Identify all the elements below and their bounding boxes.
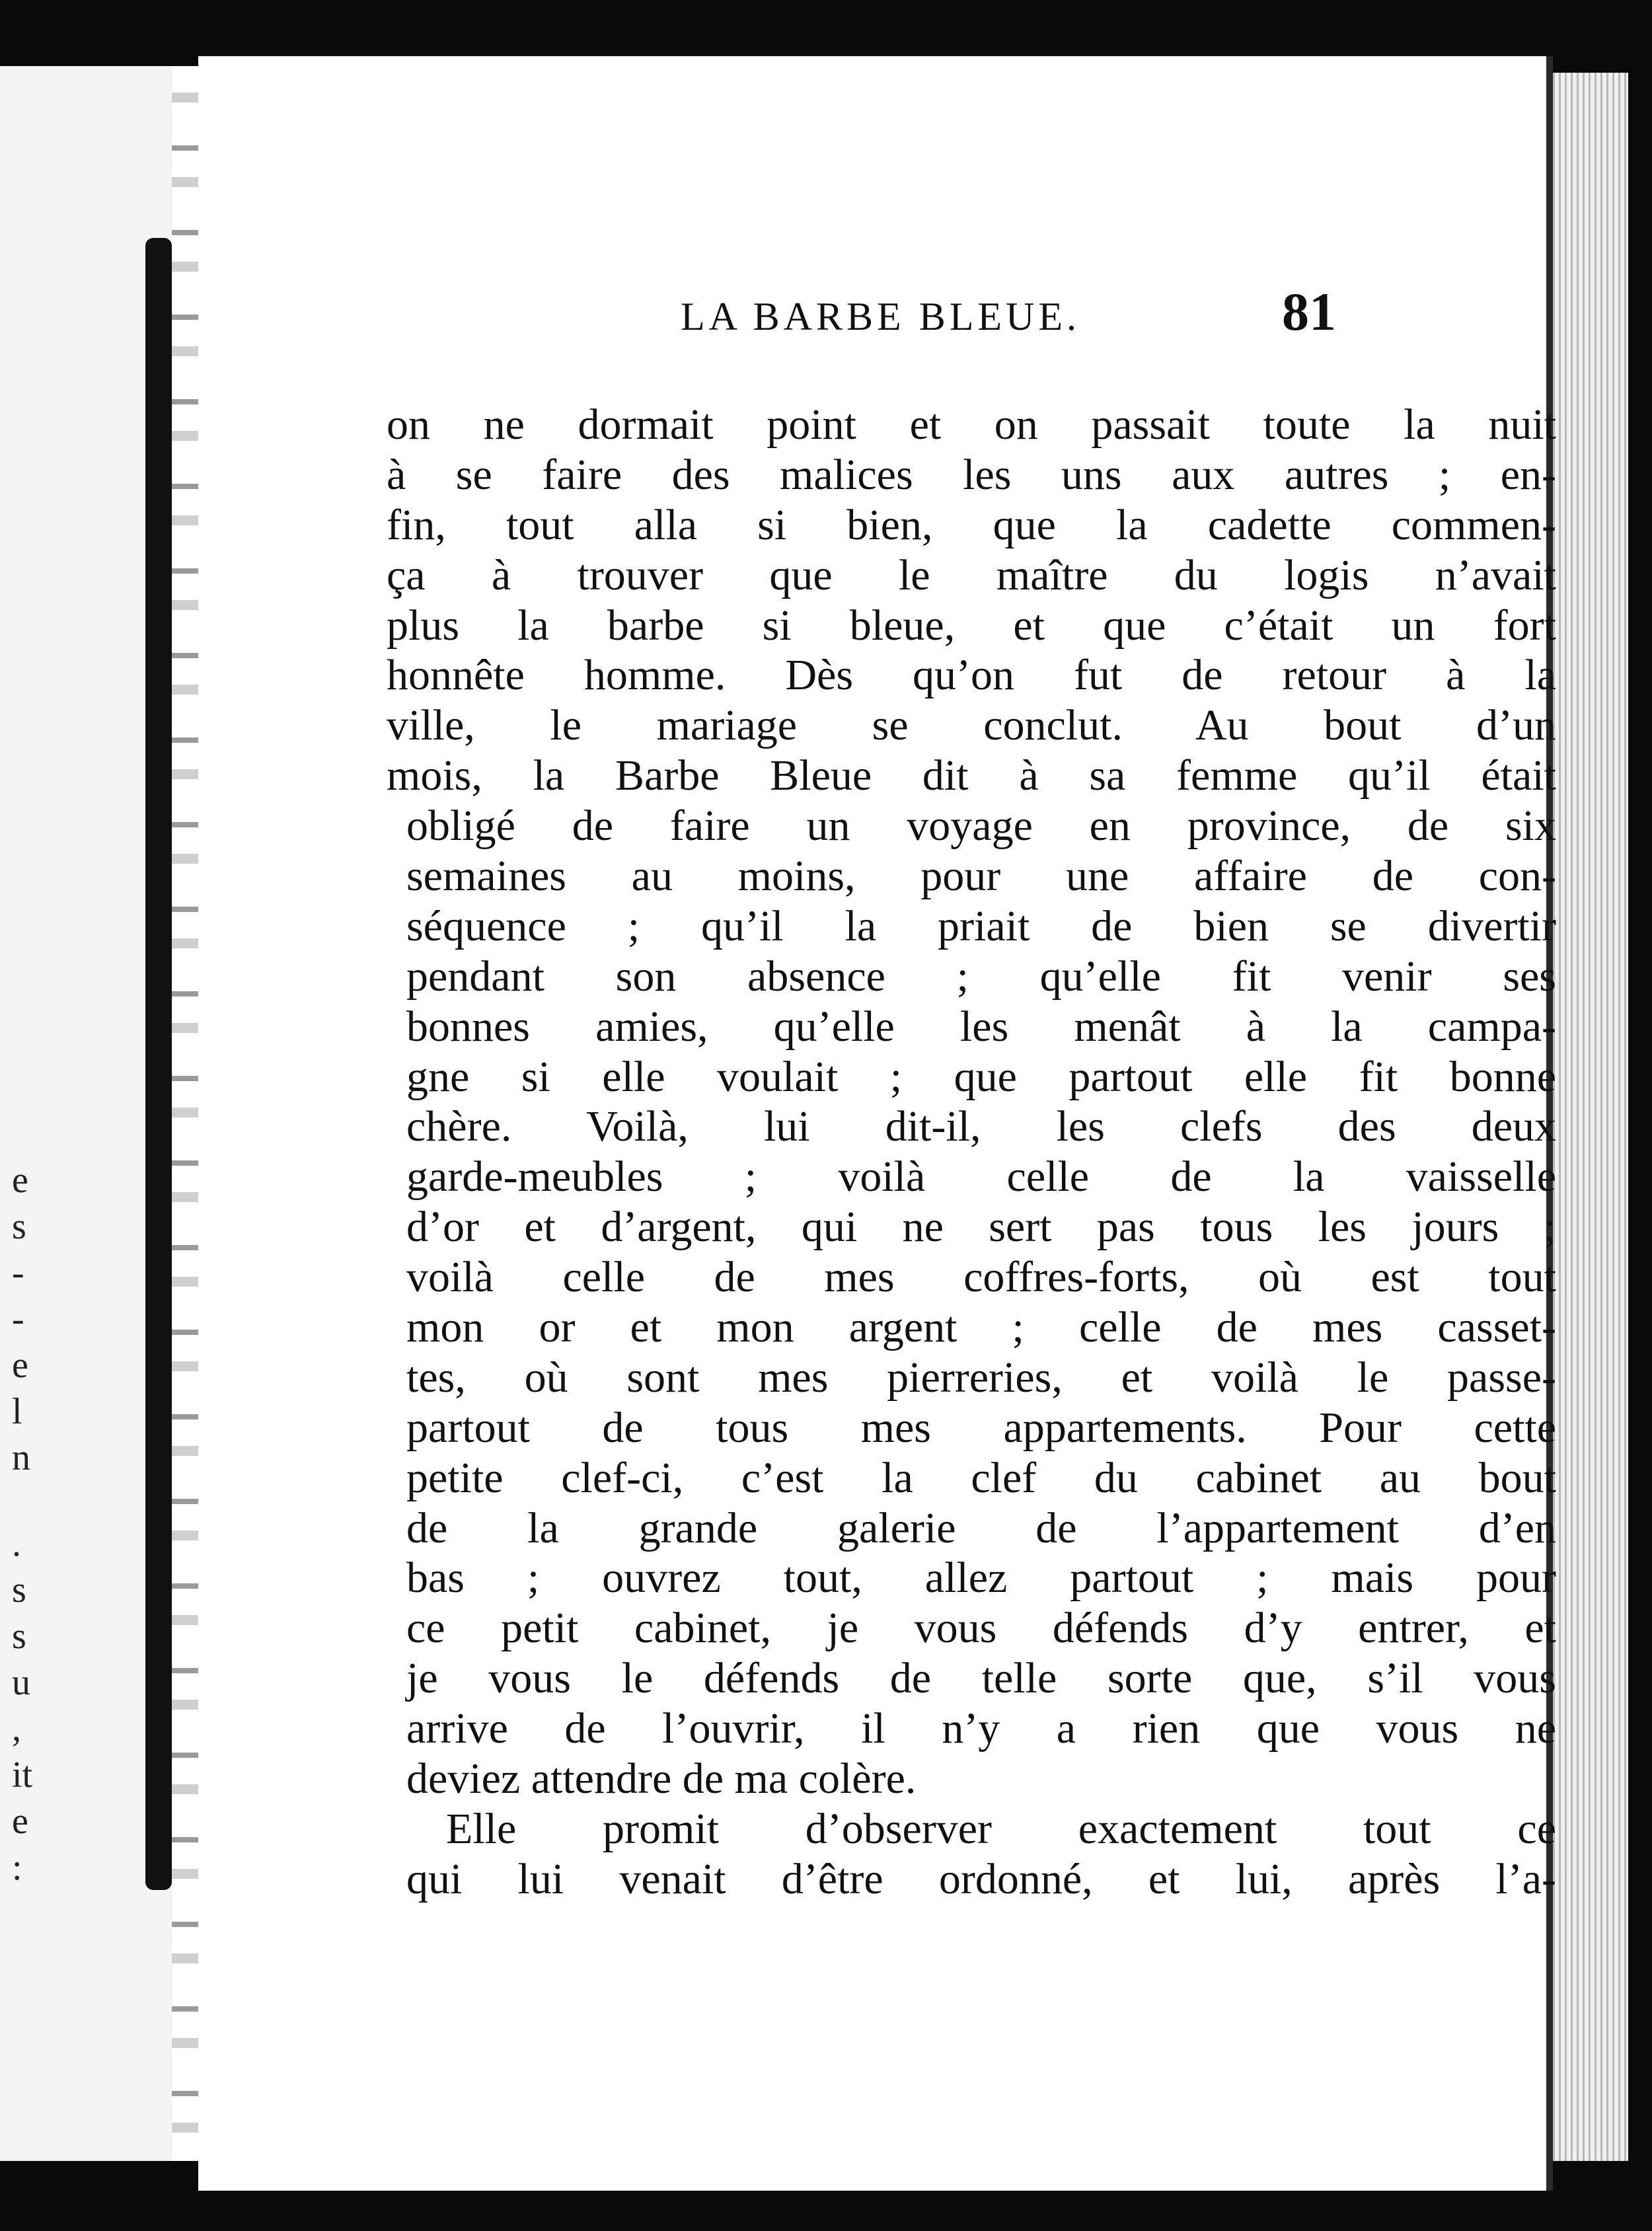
text-line: arrive de l’ouvrir, il n’y a rien que vous ne bbox=[406, 1704, 1556, 1753]
body-text bbox=[387, 400, 1556, 1905]
text-line: bas ; ouvrez tout, allez partout ; mais pour bbox=[406, 1554, 1556, 1603]
left-page-fragment: e bbox=[12, 1345, 28, 1386]
text-line: obligé de faire un voyage en province, de six bbox=[406, 802, 1556, 851]
left-page-fragment: n bbox=[12, 1437, 30, 1478]
left-page-fragment: e bbox=[12, 1801, 28, 1842]
text-line: d’or et d’argent, qui ne sert pas tous les jours ; bbox=[406, 1203, 1556, 1252]
left-page-fragment: . bbox=[12, 1523, 21, 1564]
text-line: plus la barbe si bleue, et que c’était un fort bbox=[387, 601, 1556, 650]
text-line: mois, la Barbe Bleue dit à sa femme qu’il était bbox=[387, 751, 1556, 800]
running-head bbox=[198, 254, 1546, 342]
spine-shadow bbox=[145, 238, 172, 1890]
left-page-fragment: it bbox=[12, 1755, 33, 1796]
left-page-fragment: l bbox=[12, 1391, 22, 1432]
text-line: partout de tous mes appartements. Pour cette bbox=[406, 1403, 1556, 1452]
text-line: chère. Voilà, lui dit-il, les clefs des deux bbox=[406, 1102, 1556, 1151]
left-page-fragment: s bbox=[12, 1569, 26, 1610]
text-line: qui lui venait d’être ordonné, et lui, après l’a- bbox=[406, 1854, 1556, 1903]
left-page-fragment: s bbox=[12, 1616, 26, 1657]
text-line: garde-meubles ; voilà celle de la vaisselle bbox=[406, 1153, 1556, 1201]
text-line: petite clef-ci, c’est la clef du cabinet au bout bbox=[406, 1453, 1556, 1502]
text-line: deviez attendre de ma colère. bbox=[406, 1755, 917, 1803]
left-page-fragment: e bbox=[12, 1160, 28, 1201]
previous-page-edge bbox=[0, 66, 204, 2161]
running-title: LA BARBE BLEUE. bbox=[681, 295, 1081, 338]
text-line: bonnes amies, qu’elle les menât à la campa- bbox=[406, 1002, 1556, 1051]
left-page-fragment: - bbox=[12, 1299, 24, 1340]
text-line: je vous le défends de telle sorte que, s’il vous bbox=[406, 1654, 1556, 1703]
text-line: semaines au moins, pour une affaire de con- bbox=[406, 852, 1556, 901]
text-line: gne si elle voulait ; que partout elle fit bonne bbox=[406, 1052, 1556, 1101]
page-stack-edges bbox=[1546, 73, 1628, 2161]
book-page bbox=[198, 56, 1556, 2191]
left-page-fragment: s bbox=[12, 1206, 26, 1247]
left-page-fragment: , bbox=[12, 1708, 21, 1749]
text-line: honnête homme. Dès qu’on fut de retour à la bbox=[387, 651, 1556, 700]
text-line: de la grande galerie de l’appartement d’en bbox=[406, 1503, 1556, 1552]
text-line: Elle promit d’observer exactement tout ce bbox=[446, 1804, 1556, 1853]
text-line: tes, où sont mes pierreries, et voilà le passe- bbox=[406, 1353, 1556, 1402]
text-line: mon or et mon argent ; celle de mes casset- bbox=[406, 1303, 1556, 1352]
left-page-fragment: : bbox=[12, 1847, 22, 1888]
text-line: ville, le mariage se conclut. Au bout d’un bbox=[387, 701, 1556, 750]
text-line: voilà celle de mes coffres-forts, où est tout bbox=[406, 1253, 1556, 1302]
text-line: ce petit cabinet, je vous défends d’y entrer, et bbox=[406, 1604, 1556, 1653]
text-line: on ne dormait point et on passait toute la nuit bbox=[387, 400, 1556, 449]
text-line: pendant son absence ; qu’elle fit venir ses bbox=[406, 952, 1556, 1001]
text-line: ça à trouver que le maître du logis n’avait bbox=[387, 550, 1556, 599]
text-line: séquence ; qu’il la priait de bien se divertir bbox=[406, 901, 1556, 950]
left-page-fragment: - bbox=[12, 1252, 24, 1293]
text-line: à se faire des malices les uns aux autres ; en- bbox=[387, 450, 1556, 499]
left-page-fragment: u bbox=[12, 1662, 30, 1703]
text-line: fin, tout alla si bien, que la cadette commen- bbox=[387, 500, 1556, 549]
page-number: 81 bbox=[1282, 282, 1336, 342]
